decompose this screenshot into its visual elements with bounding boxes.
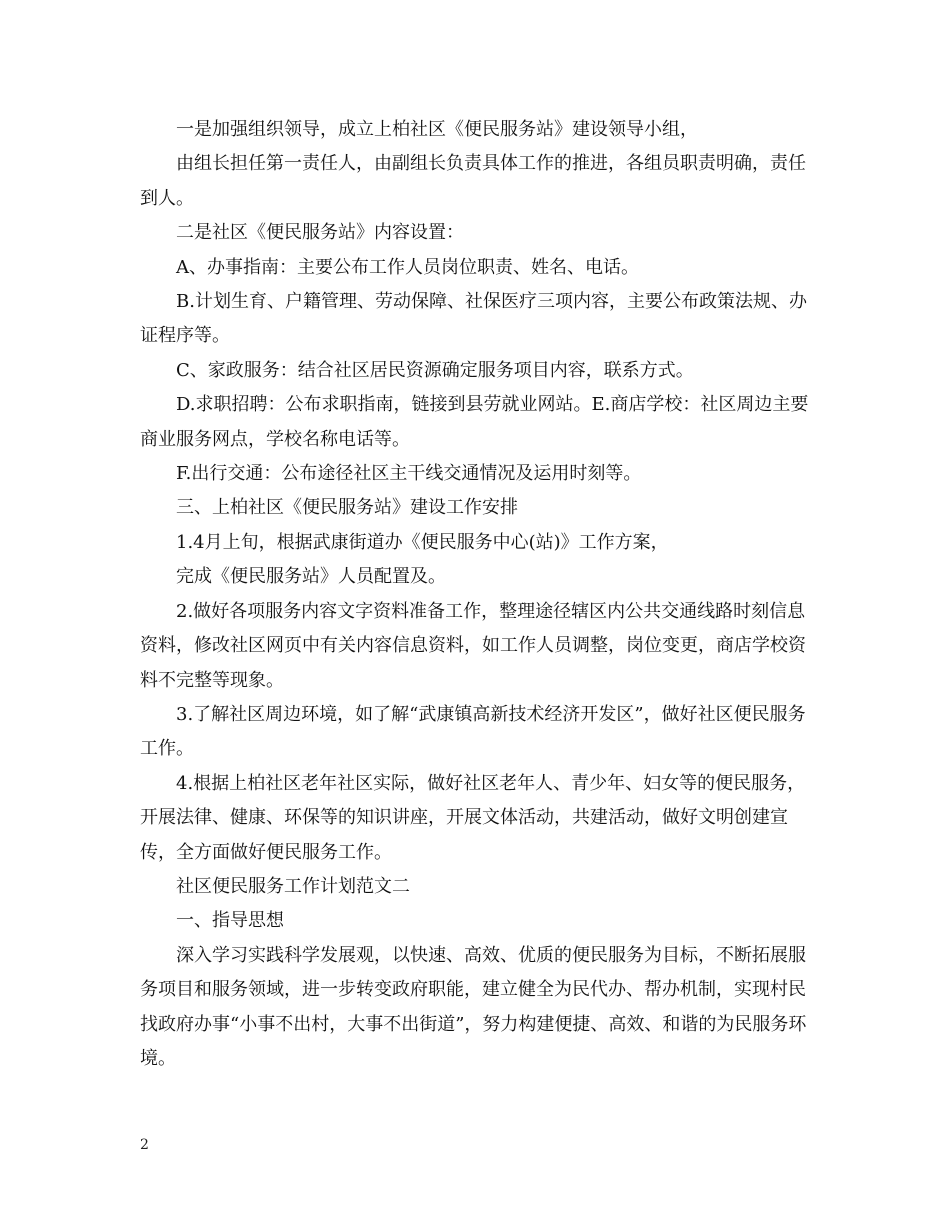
section-heading: 社区便民服务工作计划范文二 [176, 875, 410, 897]
paragraph: A、办事指南：主要公布工作人员岗位职责、姓名、电话。 [176, 256, 639, 278]
paragraph: 4.根据上柏社区老年社区实际，做好社区老年人、青少年、妇女等的便民服务，开展法律、健康、环保等的知识讲座，开展文体活动，共建活动，做好文明创建宣传，全方面做好便民服务工作。 [140, 772, 806, 863]
paragraph: F.出行交通：公布途径社区主干线交通情况及运用时刻等。 [176, 463, 642, 485]
paragraph: 1.4月上旬，根据武康街道办《便民服务中心(站)》工作方案， [176, 531, 669, 553]
paragraph: 完成《便民服务站》人员配置及。 [176, 566, 446, 588]
paragraph: B.计划生育、户籍管理、劳动保障、社保医疗三项内容，主要公布政策法规、办证程序等。 [140, 291, 807, 347]
paragraph: D.求职招聘：公布求职指南，链接到县劳就业网站。E.商店学校：社区周边主要商业服务网点，学校名称电话等。 [140, 394, 809, 450]
document-body [140, 113, 820, 1076]
paragraph: C、家政服务：结合社区居民资源确定服务项目内容，联系方式。 [176, 359, 694, 381]
section-heading: 三、上柏社区《便民服务站》建设工作安排 [176, 497, 518, 519]
paragraph: 深入学习实践科学发展观，以快速、高效、优质的便民服务为目标，不断拓展服务项目和服务领域，进一步转变政府职能，建立健全为民代办、帮办机制，实现村民找政府办事“小事不出村，大事不出街道”，努力构建便捷、高效、和谐的为民服务环境。 [140, 944, 807, 1069]
paragraph: 2.做好各项服务内容文字资料准备工作，整理途径辖区内公共交通线路时刻信息资料，修改社区网页中有关内容信息资料，如工作人员调整，岗位变更，商店学校资料不完整等现象。 [140, 600, 806, 691]
paragraph: 由组长担任第一责任人，由副组长负责具体工作的推进，各组员职责明确，责任到人。 [140, 153, 806, 209]
page-number: 2 [140, 1137, 149, 1153]
paragraph: 二是社区《便民服务站》内容设置： [176, 222, 464, 244]
section-heading: 一、指导思想 [176, 910, 284, 932]
paragraph: 3.了解社区周边环境，如了解“武康镇高新技术经济开发区”，做好社区便民服务工作。 [140, 703, 806, 760]
paragraph: 一是加强组织领导，成立上柏社区《便民服务站》建设领导小组， [176, 119, 698, 140]
